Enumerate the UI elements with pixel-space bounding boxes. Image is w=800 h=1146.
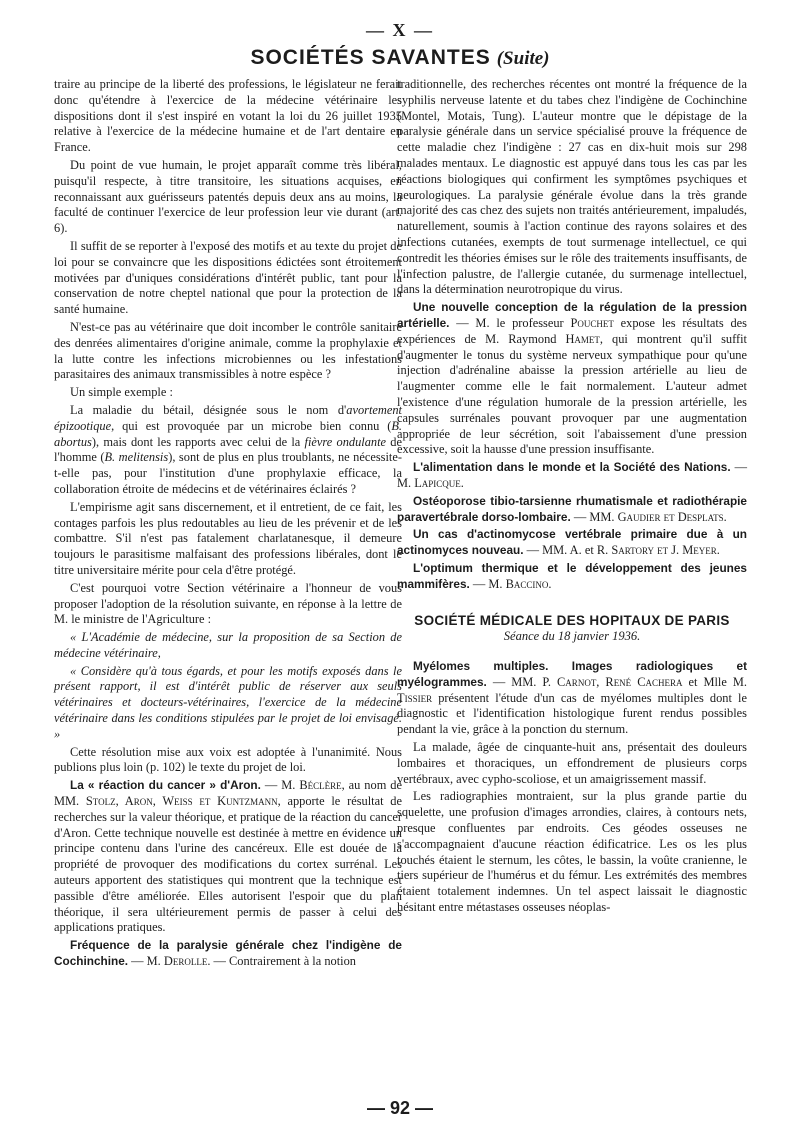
article-alimentation: L'alimentation dans le monde et la Société des Nations. — M. Lapicque.	[397, 460, 747, 490]
article-title: Une nouvelle conception de la régulation de la pression artérielle.	[397, 300, 747, 330]
paragraph: traire au principe de la liberté des professions, le législateur ne ferait donc qu'étendre à l'exercice de la médecine vétérinaire les dispositions dont il s'est inspiré en votant la loi du 26 juillet 1935 relative à l'exercice de la médecine humaine et de l'art dentaire en France.	[54, 77, 402, 155]
article-osteoporose: Ostéoporose tibio-tarsienne rhumatismale et radiothérapie paravertébrale dorso-lombaire. — MM. Gaudier et Desplats.	[397, 493, 747, 524]
article-title: Ostéoporose tibio-tarsienne rhumatismale et radiothérapie paravertébrale dorso-lombaire.	[397, 493, 747, 524]
paragraph: Il suffit de se reporter à l'exposé des motifs et au texte du projet de loi pour se convaincre que les dispositions édictées sont étroitement motivées par d'uniques considérations d'intérêt public, tant pour la conservation de notre cheptel national que pour la protection de la santé humaine.	[54, 238, 402, 317]
section-date: Séance du 18 janvier 1936.	[503, 629, 641, 644]
paragraph: N'est-ce pas au vétérinaire que doit incomber le contrôle sanitaire des denrées alimentaires d'origine animale, comme la prophylaxie et la lutte contre les infections microbiennes ou les infestations parasitaires des animaux transmissibles à notre espèce ?	[54, 319, 402, 382]
article-title: Fréquence de la paralysie générale chez l'indigène de Cochinchine.	[54, 938, 402, 969]
section-heading: SOCIÉTÉ MÉDICALE DES HOPITAUX DE PARIS	[414, 612, 730, 628]
paragraph: La malade, âgée de cinquante-huit ans, présentait des douleurs lombaires et thoraciques, un effondrement de plusieurs corps vertébraux, avec cypho-scoliose, et un amaigrissement massif.	[397, 740, 747, 786]
paragraph: Du point de vue humain, le projet apparaît comme très libéral, puisqu'il respecte, à titre transitoire, les situations acquises, en reconnaissant aux guérisseurs patentés depuis deux ans au moins, la faculté de continuer l'exercice de leur profession leur vie durant (art. 6).	[54, 157, 402, 236]
page-roman-numeral: — X —	[366, 20, 434, 40]
article-title: Un cas d'actinomycose vertébrale primaire due à un actinomyces nouveau.	[397, 527, 747, 558]
article-title: La « réaction du cancer » d'Aron.	[70, 778, 261, 793]
paragraph: traditionnelle, des recherches récentes ont montré la fréquence de la syphilis nerveuse latente et du tabes chez l'indigène de Cochinchine (Montel, Motais, Tung). L'auteur montre que le dépistage de la paralysie générale dans un service spécialisé prouve la fréquence de cette maladie chez l'indigène : 27 cas en dix-huit mois sur 298 malades mentaux. Le diagnostic est appuyé dans tous les cas par les réactions biologiques qui confirment les symptômes psychiques et neurologiques. La paralysie générale évolue dans la très grande majorité des cas chez des sujets non traités antérieurement, impaludés, naturellement, soumis à l'action continue des rayons solaires et des infections cutanées, exempts de tout surmenage intellectuel, ce qui contredit les théories émises sur le rôle des traitements insuffisants, de l'infection palustre, de l'allergie cutanée, du surmenage intellectuel, dans la détermination neurotropique du virus.	[397, 77, 747, 297]
article-pression: Une nouvelle conception de la régulation de la pression artérielle. — M. le professeur Pouchet expose les résultats des expériences de M. Raymond Hamet, qui montrent qu'il suffit d'augmenter le tonus du système nerveux sympathique pour qu'une injection d'adrénaline abaisse la pression artérielle au lieu de l'augmenter comme elle le fait normalement. L'auteur admet l'existence d'une régulation humorale de la pression artérielle, les capsules surrénales pouvant provoquer par une augmentation appropriée de leur sécrétion, soit l'abaissement d'une pression excessive, soit la hausse d'une pression insuffisante.	[397, 300, 747, 457]
quote: « Considère qu'à tous égards, et pour les motifs exposés dans le présent rapport, il est d'intérêt public de réserver aux seuls vétérinaires et docteurs-vétérinaires, l'exercice de la médecine vétérinaire dans les conditions stipulées par le projet de loi envisagé. »	[54, 663, 402, 741]
paragraph: La maladie du bétail, désignée sous le nom d'avortement épizootique, qui est provoquée par un microbe bien connu (B. abortus), mais dont les rapports avec celui de la fièvre ondulante de l'homme (B. melitensis), sont de plus en plus troublants, ne nécessite-t-elle pas, pour l'institution d'une prophylaxie efficace, la collaboration étroite de médecins et de vétérinaires éclairés ?	[54, 402, 403, 496]
title-subtitle: (Suite)	[496, 48, 550, 69]
article-frequence: Fréquence de la paralysie générale chez l'indigène de Cochinchine. — M. Derolle. — Contrairement à la notion	[54, 938, 402, 969]
article-title: L'alimentation dans le monde et la Société des Nations.	[413, 460, 731, 475]
quote: « L'Académie de médecine, sur la proposition de sa Section de médecine vétérinaire,	[54, 630, 402, 660]
article-aron: La « réaction du cancer » d'Aron. — M. Béclère, au nom de MM. Stolz, Aron, Weiss et Kuntzmann, apporte le résultat de recherches sur la valeur théorique, et pratique de la réaction du cancer d'Aron. Cette technique nouvelle est destinée à mettre en évidence un principe contenu dans l'urine des cancéreux. Elle est douée de la propriété de provoquer des modifications du cortex surrénal. Les auteurs apportent des statistiques qui montrent que la technique est passible d'être améliorée. Elles autorisent l'espoir que du plan théorique, il sera ultérieurement permis de passer à celui des applications pratiques.	[54, 778, 403, 935]
page-number: — 92 —	[366, 1098, 434, 1118]
left-column	[54, 77, 402, 972]
article-title: Myélomes multiples. Images radiologiques et myélogrammes.	[397, 659, 747, 689]
paragraph: Les radiographies montraient, sur la plus grande partie du squelette, une profusion d'images arrondies, claires, à contours nets, presque confluentes par endroits. Ces géodes osseuses ne s'accompagnaient d'aucune réaction édificatrice. Les os les plus touchés étaient le sternum, les côtes, le bassin, la voûte cranienne, le tiers supérieur de l'humérus et du fémur. Les extrémités des membres étaient totalement indemnes. Un tel aspect laissait le diagnostic hésitant entre métastases osseuses néoplas-	[397, 789, 747, 915]
article-optimum: L'optimum thermique et le développement des jeunes mammifères. — M. Baccino.	[397, 560, 747, 591]
paragraph: L'empirisme agit sans discernement, et il entretient, de ce fait, les contages parfois les plus redoutables au lieu de les prévenir et de les combattre. S'il n'est pas fatalement charlatanesque, il demeure toujours le parasitisme malfaisant des professions libérales, dont le titre universitaire mérite pour cela d'être protégé.	[54, 499, 402, 577]
right-column	[397, 77, 747, 918]
article-title: L'optimum thermique et le développement des jeunes mammifères.	[397, 560, 747, 591]
page-title	[0, 46, 800, 70]
title-text: SOCIÉTÉS SAVANTES	[250, 46, 491, 69]
paragraph: Cette résolution mise aux voix est adoptée à l'unanimité. Nous publions plus loin (p. 102) le texte du projet de loi.	[54, 744, 402, 775]
paragraph: C'est pourquoi votre Section vétérinaire a l'honneur de vous proposer l'adoption de la résolution suivante, en réponse à la lettre de M. le ministre de l'Agriculture :	[54, 580, 402, 627]
paragraph: Un simple exemple :	[70, 385, 173, 400]
article-actinomycose: Un cas d'actinomycose vertébrale primaire due à un actinomyces nouveau. — MM. A. et R. Sartory et J. Meyer.	[397, 527, 747, 558]
article-myelomes: Myélomes multiples. Images radiologiques et myélogrammes. — MM. P. Carnot, René Cachera et Mlle M. Tissier présentent l'étude d'un cas de myélomes multiples dont le diagnostic et l'identification histologique furent rendus possibles pendant la vie, grâce à la ponction du sternum.	[397, 659, 747, 737]
